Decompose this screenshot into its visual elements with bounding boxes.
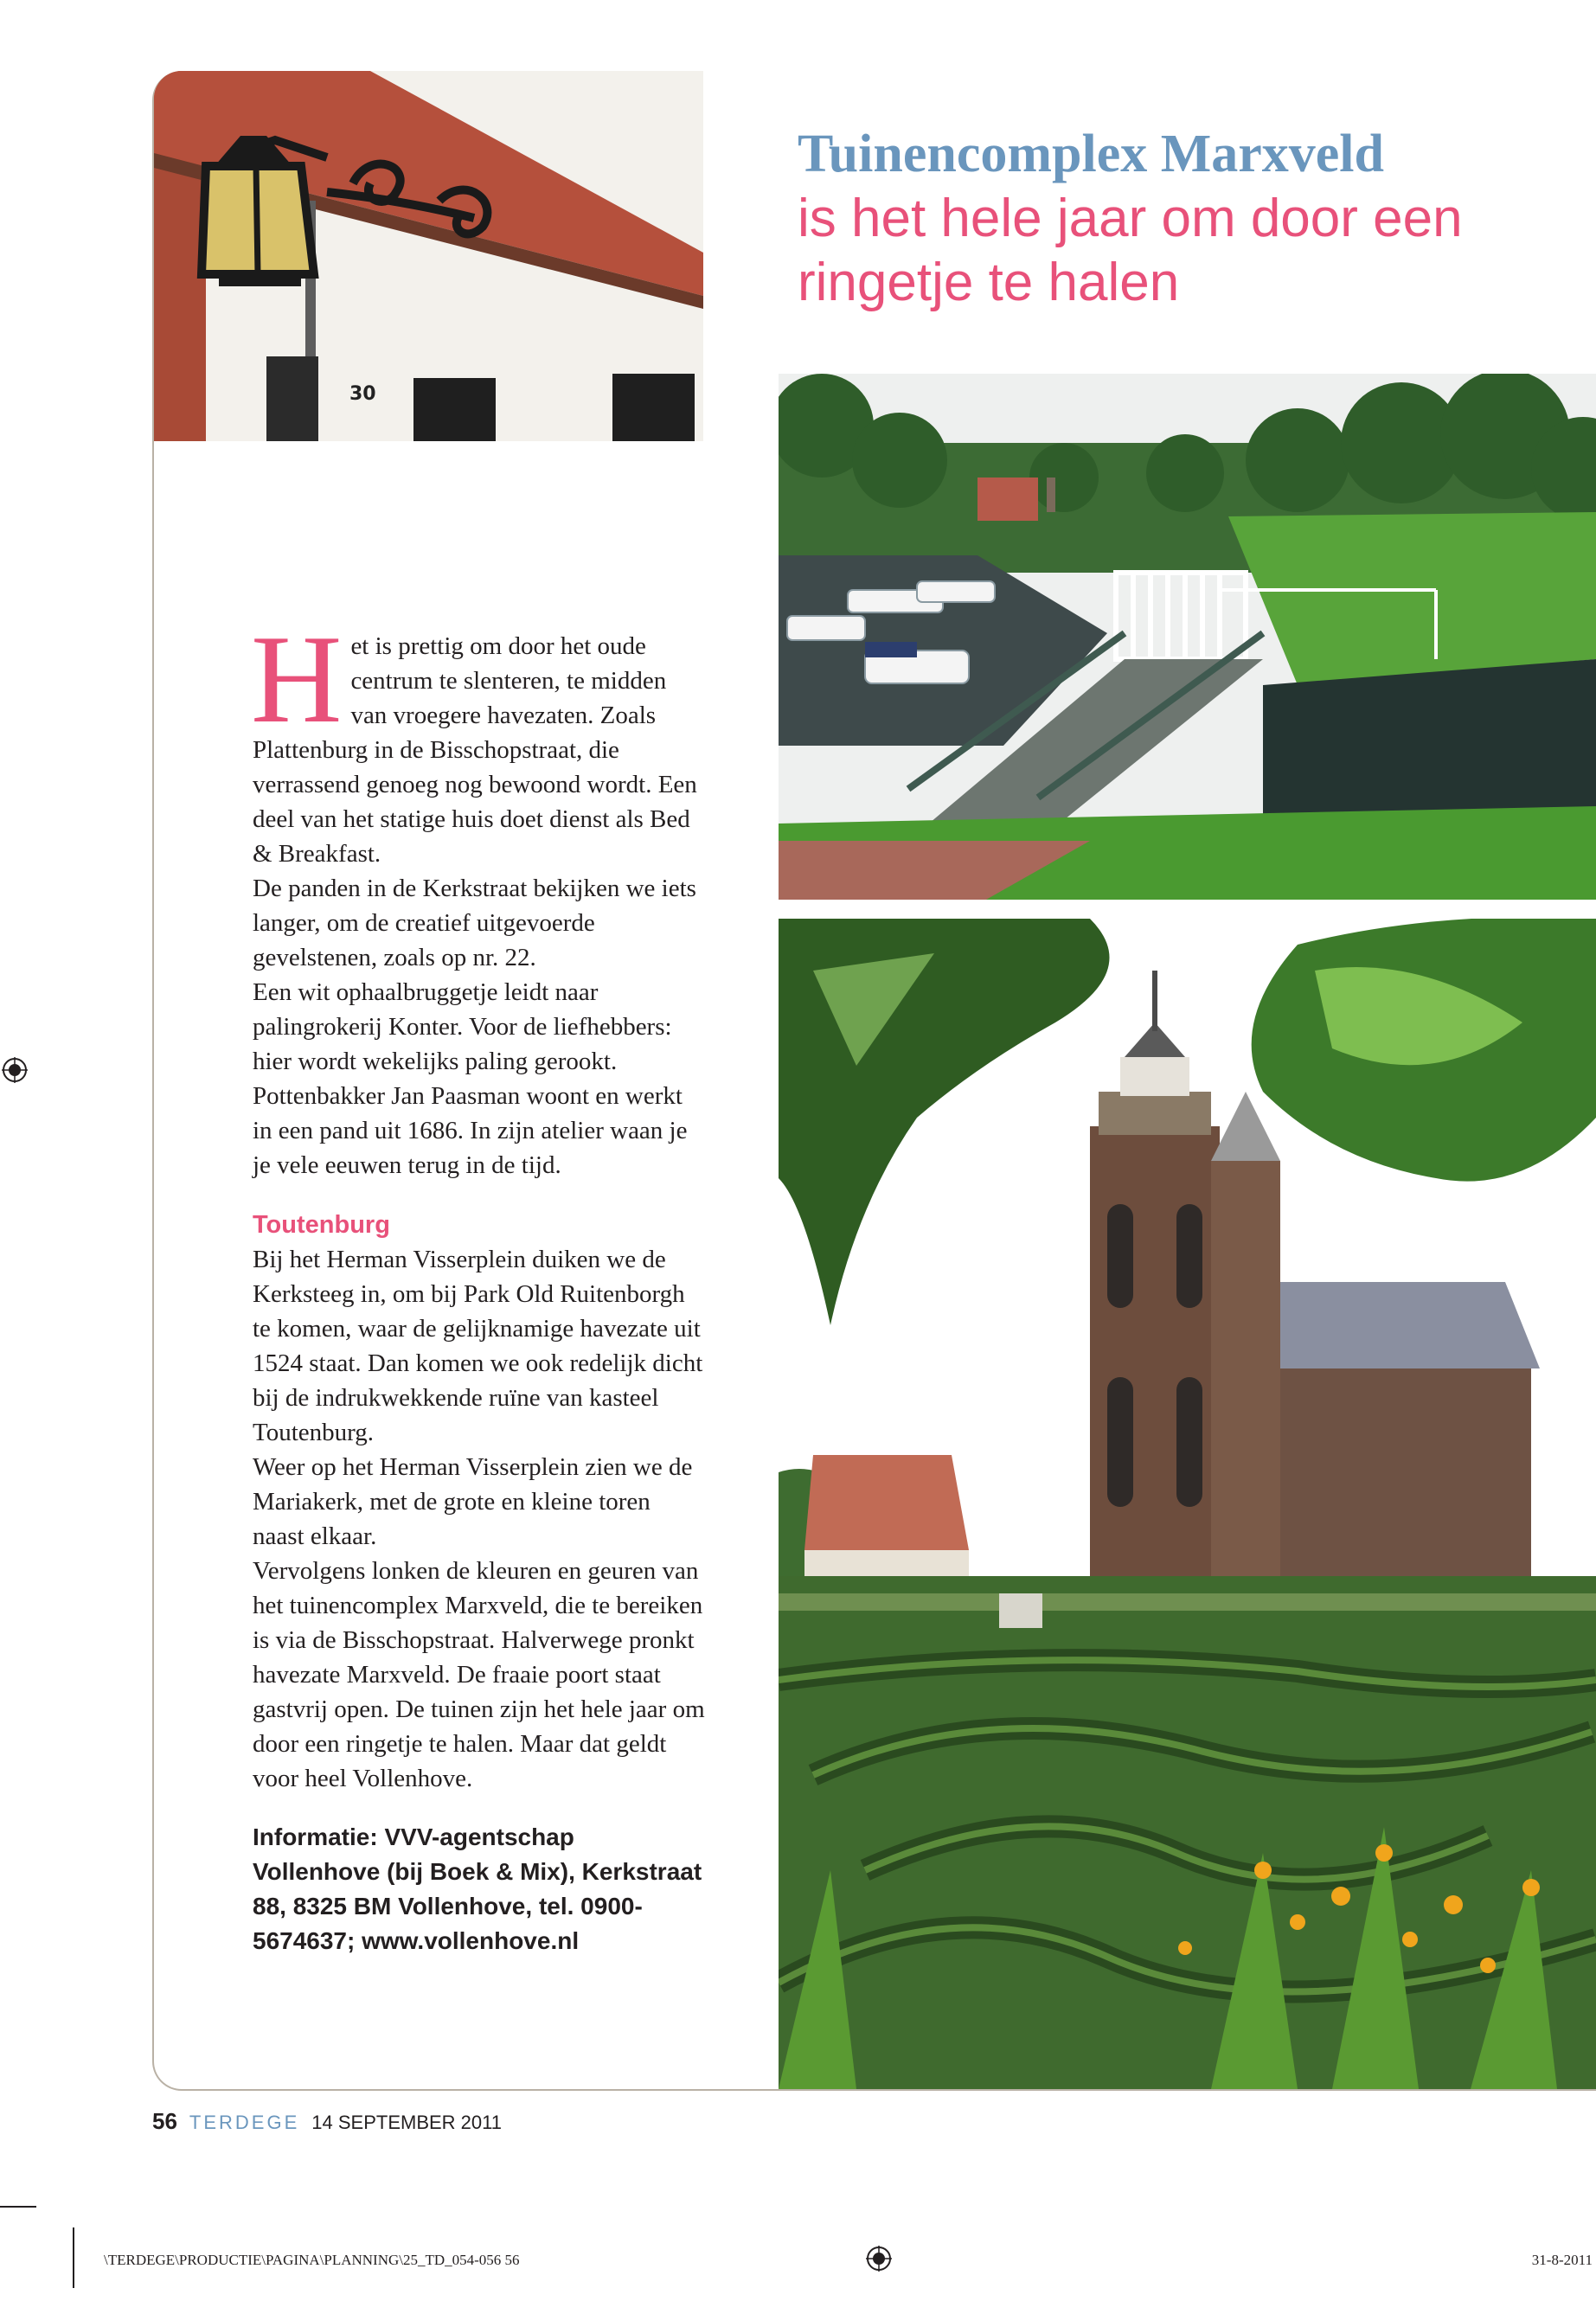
lantern-photo (154, 71, 703, 441)
paragraph-1 (251, 609, 707, 871)
registration-mark-icon (2, 1057, 28, 1083)
article-body (251, 609, 707, 1958)
headline-main: Tuinencomplex Marxveld (798, 125, 1385, 183)
slug-path: \TERDEGE\PRODUCTIE\PAGINA\PLANNING\25_TD_054-056 56 (104, 2252, 520, 2268)
paragraph-1-text: et is prettig om door het oude centrum te slenteren, te midden van vroegere havezaten. Zoals Plattenburg in de Bisschopstraat, die verrassend genoeg nog bewoond wordt. Een deel van het statige huis doet dienst als Bed & Breakfast. (253, 632, 697, 868)
folio (152, 2108, 502, 2135)
paragraph-3: Een wit ophaalbruggetje leidt naar palingrokerij Konter. Voor de liefhebbers: hier wordt wekelijks paling gerookt. (253, 978, 672, 1075)
slug-date: 31-8-2011 (1531, 2252, 1593, 2268)
paragraph-7: Vervolgens lonken de kleuren en geuren van het tuinencomplex Marxveld, die te bereiken is via de Bisschopstraat. Halverwege pronkt havezate Marxveld. De fraaie poort staat gastvrij open. De tuinen zijn het hele jaar om door een ringetje te halen. Maar dat geldt voor heel Vollenhove. (253, 1557, 705, 1792)
paragraph-4: Pottenbakker Jan Paasman woont en werkt in een pand uit 1686. In zijn atelier waan je je vele eeuwen terug in de tijd. (253, 1082, 688, 1179)
church-garden-photo (779, 919, 1596, 2089)
crop-mark (73, 2227, 74, 2288)
dropcap: H (251, 609, 343, 749)
paragraph-6: Weer op het Herman Visserplein zien we de Mariakerk, met de grote en kleine toren naast elkaar. (253, 1453, 693, 1550)
harbor-photo (779, 374, 1596, 900)
registration-mark-icon (866, 2246, 892, 2272)
headline-sub: is het hele jaar om door een ringetje te halen (798, 189, 1463, 312)
paragraph-5: Bij het Herman Visserplein duiken we de Kerksteeg in, om bij Park Old Ruitenborgh te komen, waar de gelijknamige havezate uit 1524 staat. Dan komen we ook redelijk dicht bij de indrukwekkende ruïne van kasteel Toutenburg. (253, 1246, 703, 1446)
info-box: Informatie: VVV-agentschap Vollenhove (bij Boek & Mix), Kerkstraat 88, 8325 BM Vollenhove, tel. 0900-5674637; www.vollenhove.nl (253, 1823, 702, 1954)
issue-date: 14 SEPTEMBER 2011 (311, 2112, 502, 2133)
magazine-name: TERDEGE (189, 2112, 300, 2133)
paragraph-2: De panden in de Kerkstraat bekijken we iets langer, om de creatief uitgevoerde gevelstenen, zoals op nr. 22. (253, 875, 696, 971)
headline (798, 121, 1576, 315)
crop-mark (0, 2206, 36, 2208)
page-number: 56 (152, 2108, 177, 2134)
subhead-toutenburg: Toutenburg (253, 1211, 390, 1239)
house-number: 30 (349, 383, 376, 405)
